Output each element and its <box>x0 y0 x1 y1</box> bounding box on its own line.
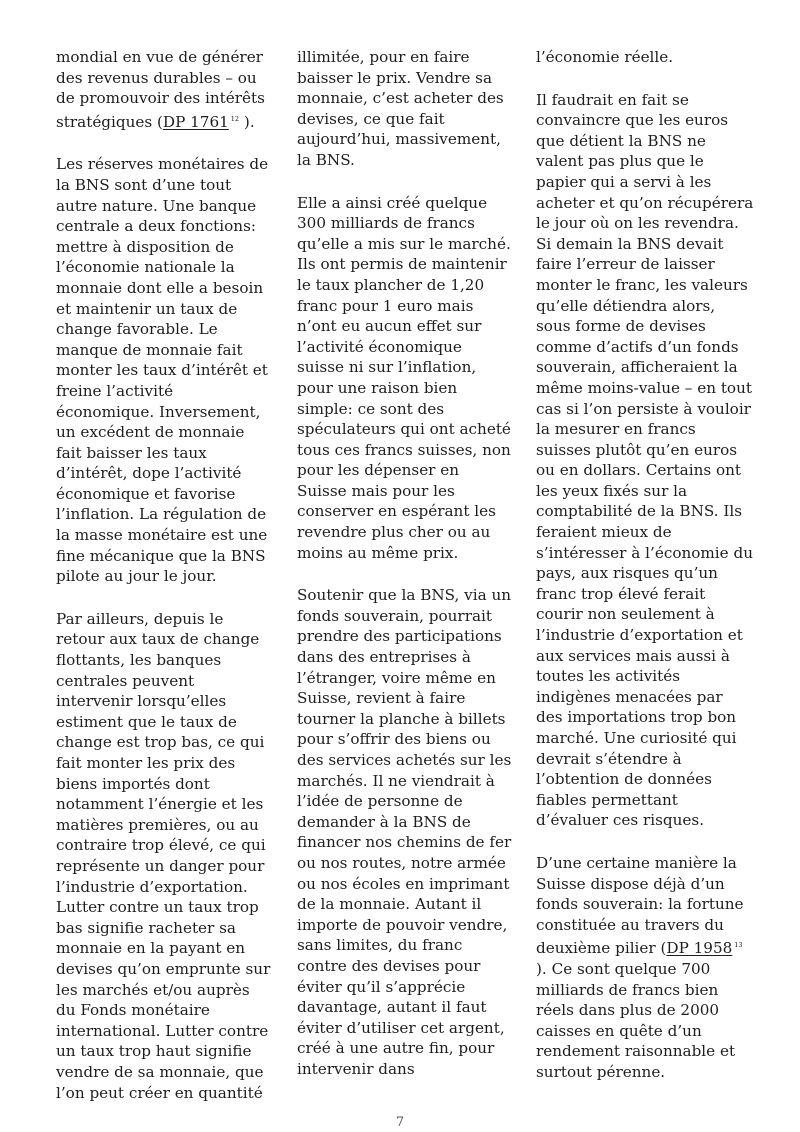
paragraph: Il faudrait en fait se convaincre que les euros que détient la BNS ne valent pas plus que le papier qui a servi à les acheter et qu’on récupérera le jour où on les revendra. Si demain la BNS devait faire l’erreur de laisser monter le franc, les valeurs qu’elle détiendra alors, sous forme de devises comme d’actifs d’un fonds souverain, afficheraient la même moins-value – en tout cas si l’on persiste à vouloir la mesurer en francs suisses plutôt qu’en euros ou en dollars. Certains ont les yeux fixés sur la comptabilité de la BNS. Ils feraient mieux de s’intéresser à l’économie du pays, aux risques qu’un franc trop élevé ferait courir non seulement à l’industrie d’exportation et aux services mais aussi à toutes les activités indigènes menacées par des importations trop bon marché. Une curiosité qui devrait s’étendre à l’obtention de données fiables permettant d’évaluer ces risques. <box>536 90 754 830</box>
dp-1958-link[interactable]: DP 1958 <box>666 939 733 958</box>
page-number: 7 <box>395 1115 405 1130</box>
paragraph: Les réserves monétaires de la BNS sont d’une tout autre nature. Une banque centrale a deux fonctions: mettre à disposition de l’économie nationale la monnaie dont elle a besoin et maintenir un taux de change favorable. Le manque de monnaie fait monter les taux d’intérêt et freine l’activité économique. Inversement, un excédent de monnaie fait baisser les taux d’intérêt, dope l’activité économique et favorise l’inflation. La régulation de la masse monétaire est une fine mécanique que la BNS pilote au jour le jour. <box>56 155 269 586</box>
paragraph: Par ailleurs, depuis le retour aux taux de change flottants, les banques centrales peuvent intervenir lorsqu’elles estiment que le taux de change est trop bas, ce qui fait monter les prix des biens importés dont notamment l’énergie et les matières premières, ou au contraire trop élevé, ce qui représente un danger pour l’industrie d’exportation. Lutter contre un taux trop bas signifie racheter sa monnaie en la payant en devises qu’on emprunte sur les marchés et/ou auprès du Fonds monétaire international. Lutter contre un taux trop haut signifie vendre de sa monnaie, que l’on peut créer en quantité <box>56 609 271 1102</box>
text-column-1 <box>56 47 272 1125</box>
paragraph <box>536 853 754 1083</box>
paragraph: Elle a ainsi créé quelque 300 milliards de francs qu’elle a mis sur le marché. Ils ont permis de maintenir le taux plancher de 1,20 franc pour 1 euro mais n’ont eu aucun effet sur l’activité économique suisse ni sur l’inflation, pour une raison bien simple: ce sont des spéculateurs qui ont acheté tous ces francs suisses, non pour les dépenser en Suisse mais pour les conserver en espérant les revendre plus cher ou au moins au même prix. <box>297 193 511 562</box>
footnote-marker[interactable]: 13 <box>734 941 743 950</box>
paragraph-text: ). <box>239 112 255 131</box>
paragraph: Soutenir que la BNS, via un fonds souverain, pourrait prendre des participations dans des entreprises à l’étranger, voire même en Suisse, revient à faire tourner la planche à billets pour s’offrir des biens ou des services achetés sur les marchés. Il ne viendrait à l’idée de personne de demander à la BNS de financer nos chemins de fer ou nos routes, notre armée ou nos écoles en imprimant de la monnaie. Autant il importe de pouvoir vendre, sans limites, du franc contre des devises pour éviter qu’il s’apprécie davantage, autant il faut éviter d’utiliser cet argent, créé à une autre fin, pour intervenir dans <box>297 586 512 1078</box>
paragraph: l’économie réelle. <box>536 48 674 66</box>
paragraph-text: mondial en vue de générer des revenus durables – ou de promouvoir des intérêts stratégiques ( <box>56 48 265 131</box>
text-column-2 <box>297 47 513 1102</box>
dp-1761-link[interactable]: DP 1761 <box>162 112 229 131</box>
text-column-3 <box>536 47 754 1105</box>
paragraph-text: D’une certaine manière la Suisse dispose déjà d’un fonds souverain: la fortune constituée au travers du deuxième pilier ( <box>536 853 744 958</box>
footnote-marker[interactable]: 12 <box>230 114 240 123</box>
paragraph <box>56 47 272 132</box>
paragraph: illimitée, pour en faire baisser le prix. Vendre sa monnaie, c’est acheter des devises, ce que fait aujourd’hui, massivement, la BNS. <box>297 48 504 169</box>
paragraph-text: ). Ce sont quelque 700 milliards de francs bien réels dans plus de 2000 caisses en quête d’un rendement raisonnable et surtout pérenne. <box>536 959 736 1081</box>
